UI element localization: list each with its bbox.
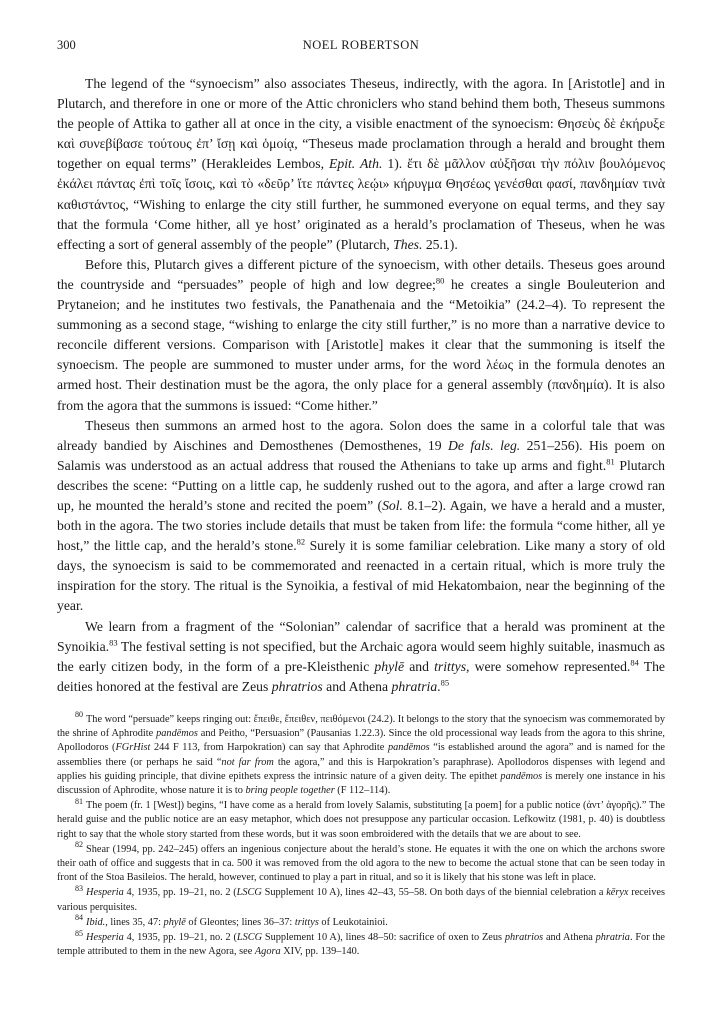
text: Supplement 10 A), lines 48–50: sacrifice of oxen to Zeus xyxy=(262,931,505,943)
citation: Agora xyxy=(254,946,281,958)
text: 4, 1935, pp. 19–21, no. 2 ( xyxy=(123,887,237,899)
term: phylē xyxy=(163,916,186,928)
text: and Athena xyxy=(322,678,392,694)
citation: LSCG xyxy=(236,931,263,943)
text: Surely it is some familiar celebration. Like many a story of old days, the synoecism is said to be commemorated and reenacted in a certain ritual, which is more truly the inspiration for the story. The ritual is the Synoikia, a festival of mid Hekatombaion, near the beginning of the year. xyxy=(57,538,665,614)
footnote-number: 80 xyxy=(75,710,84,720)
footnotes xyxy=(57,710,666,959)
text: . xyxy=(437,678,441,694)
text: Theseus then summons an armed host to the agora. Solon does the same in a colorful tale that was already bandied by Aischines and Demosthenes (Demosthenes, 19 xyxy=(57,417,665,453)
text: 25.1). xyxy=(422,236,458,252)
citation: FGrHist xyxy=(115,742,151,754)
term: trittys xyxy=(434,658,467,674)
text: and Peitho, “Persuasion” (Pausanias 1.22.3). Since the old processional way leads from the agora to this shrine, Apollodoros ( xyxy=(57,728,665,754)
text: 244 F 113, from Harpokration) can say that Aphrodite xyxy=(150,742,388,754)
text: Shear (1994, pp. 242–245) offers an ingenious conjecture about the herald’s stone. He equates it with the one on which the archons swore their oath of office and suggests that in ca. 500 it was removed from the old agora to the new to become the actual stone that can be seen today in front of the Stoa Basileios. The herald, however, continued to play a part in ritual, and so it is likely that his stone was left in place. xyxy=(57,843,665,884)
emphasis: bring people together xyxy=(245,784,335,796)
text: Plutarch describes the scene: “Putting on a little cap, he suddenly rushed out to the agora, and after a large crowd ran up, he mounted the herald’s stone and recited the poem” ( xyxy=(57,457,665,513)
term: kēryx xyxy=(606,887,629,899)
body-text xyxy=(57,74,665,697)
paragraph xyxy=(57,617,665,697)
running-head: NOEL ROBERTSON xyxy=(302,38,420,52)
page xyxy=(57,38,665,960)
footnote-number: 81 xyxy=(75,796,84,806)
footnote-ref-85[interactable]: 85 xyxy=(440,677,450,688)
text: “is established around the agora” and is named for the assemblies there (or perhaps he said “ xyxy=(57,742,665,768)
term: pandēmos xyxy=(387,742,430,754)
citation: LSCG xyxy=(236,887,262,899)
term: pandēmos xyxy=(500,770,543,782)
citation: De fals. leg. xyxy=(448,437,521,453)
text: (F 112–114). xyxy=(334,784,391,796)
text: Before this, Plutarch gives a different picture of the synoecism, with other details. Theseus goes around the countryside and “persuades” people of high and low degree; xyxy=(57,256,665,292)
text: The legend of the “synoecism” also associates Theseus, indirectly, with the agora. In [Aristotle] and in Plutarch, and therefore in one or more of the Attic chroniclers who stand behind them both, Theseus summons the people of Attika to gather all at once in the city, a visible enactment of the synoecism: Θησεὺς δὲ ἐκήρυξε καὶ συνεβίβασε τούτους ἐπ’ ἴσῃ καὶ ὁμοίᾳ, “Theseus made proclamation through a herald and brought them together on equal terms” (Herakleides Lembos, xyxy=(57,76,665,172)
citation: Epit. Ath. xyxy=(328,156,383,172)
footnote-82 xyxy=(57,840,665,886)
text: The poem (fr. 1 [West]) begins, “I have come as a herald from lovely Salamis, substituting [a poem] for a public notice (ἀντ’ ἀγορῆς).” The herald guise and the public notice are an easy metaphor, which does not presuppose any particular occasion. Lefkowitz (1981, p. 40) is doubtless right to say that the whole story started from these words, but it was soon embroidered with the details that we are about to see. xyxy=(57,800,665,840)
term: phratrios xyxy=(271,678,323,694)
text: 8.1–2). Again, we have a herald and a muster, both in the agora. The two stories include details that must be taken from life: the formula “come hither, all ye host,” the little cap, and the herald’s stone. xyxy=(57,497,665,554)
text: and xyxy=(404,658,435,674)
text: is merely one instance in his discussion of Aphrodite, whose nature it is to xyxy=(57,770,666,796)
footnote-number: 84 xyxy=(75,913,84,923)
text: he creates a single Bouleuterion and Prytaneion; and he institutes two festivals, the Panathenaia and the “Metoikia” (24.2–4). To represent the summoning as a second stage, “wishing to enlarge the city still further,” is no more than a narrative device to reconcile different versions. Comparison with [Aristotle] makes it clear that the summoning is itself the synoecism. The people are summoned to muster under arms, for the word λέως in the formula denotes an armed host. Their destination must be the agora, the only place for a general assembly (πανδημία). It is also from the agora that the summons is issued: “Come hither.” xyxy=(57,276,665,413)
paragraph xyxy=(57,255,665,416)
footnote-80 xyxy=(57,710,666,798)
footnote-ref-83[interactable]: 83 xyxy=(109,637,118,648)
text: 251–256). His poem on Salamis was understood as an actual address that roused the Athenians to take up arms and fight. xyxy=(57,437,666,473)
citation: Thes. xyxy=(393,236,423,252)
citation: Hesperia xyxy=(86,931,124,943)
footnote-ref-82[interactable]: 82 xyxy=(296,536,306,547)
paragraph xyxy=(57,74,665,255)
text: of Leukotainioi. xyxy=(318,916,388,928)
text: The deities honored at the festival are Zeus xyxy=(57,658,665,694)
text: . For the temple attributed to them in the new Agora, see xyxy=(57,931,665,958)
citation: Ibid. xyxy=(86,916,106,928)
text: The festival setting is not specified, but the Archaic agora would seem highly suitable, inasmuch as the early citizen body, in the form of a pre-Kleisthenic xyxy=(57,638,665,674)
footnote-number: 83 xyxy=(75,883,84,893)
text: XIV, pp. 139–140. xyxy=(280,946,360,958)
text: We learn from a fragment of the “Solonian” calendar of sacrifice that a herald was prominent at the Synoikia. xyxy=(57,618,665,654)
term: trittys xyxy=(294,916,319,928)
footnote-85 xyxy=(57,928,665,959)
term: phratria xyxy=(391,678,438,694)
text: 1). ἔτι δὲ μᾶλλον αὐξῆσαι τὴν πόλιν βουλόμενος ἐκάλει πάντας ἐπὶ τοῖς ἴσοις, καὶ τὸ «δεῦρ’ ἴτε πάντες λεῴι» κήρυγμα Θησέως γενέσθαι φασί, πανδημίαν τινὰ καθιστάντος, “Wishing to enlarge the city still further, he summoned everyone on equal terms, and they say that the formula ‘Come hither, all ye host’ originated as a herald’s proclamation of Theseus, when he was effecting a sort of general assembly of the people” (Plutarch, xyxy=(57,156,665,252)
footnote-81 xyxy=(57,796,665,842)
text: and Athena xyxy=(543,931,596,943)
term: phratria xyxy=(595,931,630,943)
citation: Hesperia xyxy=(86,887,124,899)
footnote-84 xyxy=(57,913,665,930)
text: 4, 1935, pp. 19–21, no. 2 ( xyxy=(123,931,237,943)
footnote-number: 82 xyxy=(75,840,84,850)
text: of Gleontes; lines 36–37: xyxy=(185,916,295,928)
text: The word “persuade” keeps ringing out: ἔπειθε, ἔπειθεν, πειθόμενοι (24.2). It belongs to the story that the synoecism was commemorated by the shrine of Aphrodite xyxy=(57,713,665,740)
text: , were somehow represented. xyxy=(466,658,631,674)
footnote-ref-84[interactable]: 84 xyxy=(630,657,639,668)
emphasis: not far from xyxy=(221,756,274,768)
paragraph xyxy=(57,416,665,617)
citation: Sol. xyxy=(382,497,403,513)
term: phratrios xyxy=(504,931,544,943)
footnote-number: 85 xyxy=(75,928,84,938)
page-header xyxy=(57,38,665,60)
footnote-ref-81[interactable]: 81 xyxy=(606,456,615,467)
term: phylē xyxy=(374,658,405,674)
page-number: 300 xyxy=(57,38,76,52)
footnote-ref-80[interactable]: 80 xyxy=(435,275,445,286)
text: , lines 35, 47: xyxy=(105,916,164,928)
text: Supplement 10 A), lines 42–43, 55–58. On both days of the biennial celebration a xyxy=(261,887,607,899)
footnote-83 xyxy=(57,883,666,914)
text: the agora,” and this is Harpokration’s paraphrase). Apollodoros dispenses with legend and applies his guiding principle, that divine epithets express the intrinsic nature of a given deity. The epithet xyxy=(57,756,665,782)
text: receives various perquisites. xyxy=(57,887,666,913)
term: pandēmos xyxy=(156,728,198,740)
